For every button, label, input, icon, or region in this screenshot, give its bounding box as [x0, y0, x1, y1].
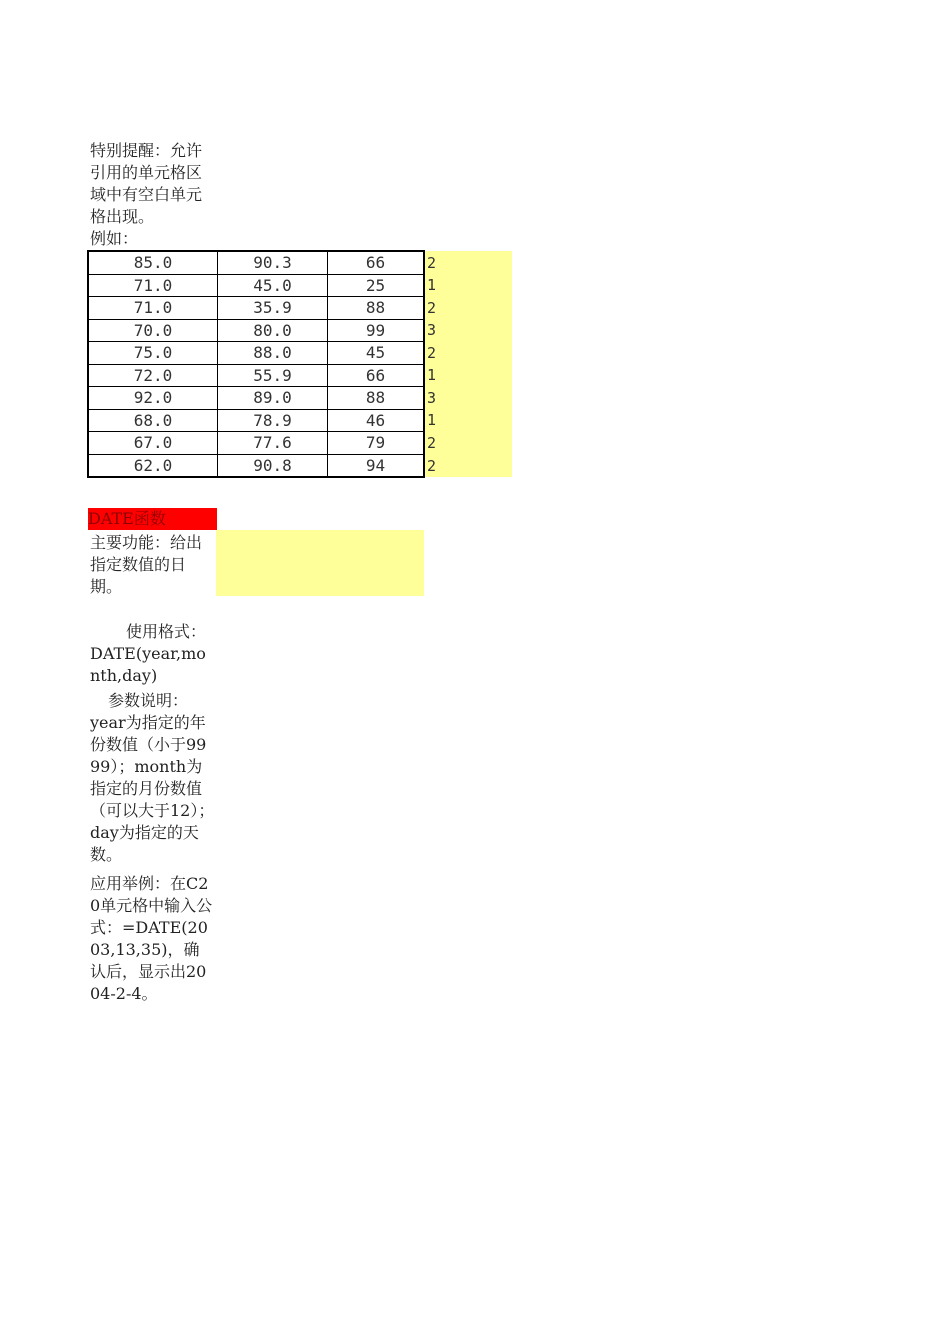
table-cell[interactable]: 2 [424, 432, 512, 455]
usage-format [90, 621, 215, 687]
table-row [88, 432, 512, 455]
table-cell[interactable]: 94 [328, 454, 425, 477]
params-text: year为指定的年份数值（小于9999）；month为指定的月份数值（可以大于12）；day为指定的天数。 [90, 713, 215, 864]
table-row [88, 387, 512, 410]
table-cell[interactable]: 75.0 [88, 342, 218, 365]
table-cell[interactable]: 90.8 [218, 454, 328, 477]
table-cell[interactable]: 92.0 [88, 387, 218, 410]
usage-label: 使用格式： [126, 622, 207, 641]
table-cell[interactable]: 45 [328, 342, 425, 365]
table-cell[interactable]: 88 [328, 297, 425, 320]
table-cell[interactable]: 3 [424, 319, 512, 342]
table-cell[interactable]: 72.0 [88, 364, 218, 387]
table-cell[interactable]: 90.3 [218, 251, 328, 274]
usage-formula: DATE(year,month,day) [90, 644, 206, 685]
table-cell[interactable]: 71.0 [88, 274, 218, 297]
params-label: 参数说明： [108, 691, 189, 710]
table-cell[interactable]: 78.9 [218, 409, 328, 432]
table-cell[interactable]: 66 [328, 251, 425, 274]
table-cell[interactable]: 1 [424, 364, 512, 387]
table-row [88, 274, 512, 297]
special-reminder-text: 特别提醒：允许引用的单元格区域中有空白单元格出现。 [90, 141, 203, 226]
table-cell[interactable]: 25 [328, 274, 425, 297]
table-cell[interactable]: 68.0 [88, 409, 218, 432]
table-cell[interactable]: 2 [424, 454, 512, 477]
table-cell[interactable]: 2 [424, 297, 512, 320]
table-cell[interactable]: 1 [424, 274, 512, 297]
table-cell[interactable]: 62.0 [88, 454, 218, 477]
table-cell[interactable]: 2 [424, 342, 512, 365]
table-cell[interactable]: 77.6 [218, 432, 328, 455]
table-row [88, 454, 512, 477]
table-row [88, 251, 512, 274]
table-cell[interactable]: 89.0 [218, 387, 328, 410]
table-row [88, 319, 512, 342]
highlighted-empty-cell [216, 530, 424, 596]
table-cell[interactable]: 70.0 [88, 319, 218, 342]
table-cell[interactable]: 99 [328, 319, 425, 342]
main-function-text: 主要功能：给出指定数值的日期。 [90, 533, 203, 596]
table-row [88, 364, 512, 387]
table-cell[interactable]: 45.0 [218, 274, 328, 297]
table-cell[interactable]: 3 [424, 387, 512, 410]
table-cell[interactable]: 85.0 [88, 251, 218, 274]
application-example-text: 应用举例：在C20单元格中输入公式：=DATE(2003,13,35)，确认后，显示出2004-2-4。 [90, 874, 213, 1003]
table-cell[interactable]: 88.0 [218, 342, 328, 365]
table-cell[interactable]: 46 [328, 409, 425, 432]
table-cell[interactable]: 71.0 [88, 297, 218, 320]
table-row [88, 297, 512, 320]
table-cell[interactable]: 66 [328, 364, 425, 387]
table-cell[interactable]: 88 [328, 387, 425, 410]
table-cell[interactable]: 80.0 [218, 319, 328, 342]
table-row [88, 342, 512, 365]
date-function-header: DATE函数 [88, 508, 217, 530]
table-cell[interactable]: 1 [424, 409, 512, 432]
table-row [88, 409, 512, 432]
table-cell[interactable]: 2 [424, 251, 512, 274]
table-cell[interactable]: 67.0 [88, 432, 218, 455]
example-label: 例如： [90, 229, 139, 248]
example-data-table [87, 250, 512, 478]
table-cell[interactable]: 55.9 [218, 364, 328, 387]
table-cell[interactable]: 35.9 [218, 297, 328, 320]
parameter-description [90, 690, 215, 866]
table-cell[interactable]: 79 [328, 432, 425, 455]
